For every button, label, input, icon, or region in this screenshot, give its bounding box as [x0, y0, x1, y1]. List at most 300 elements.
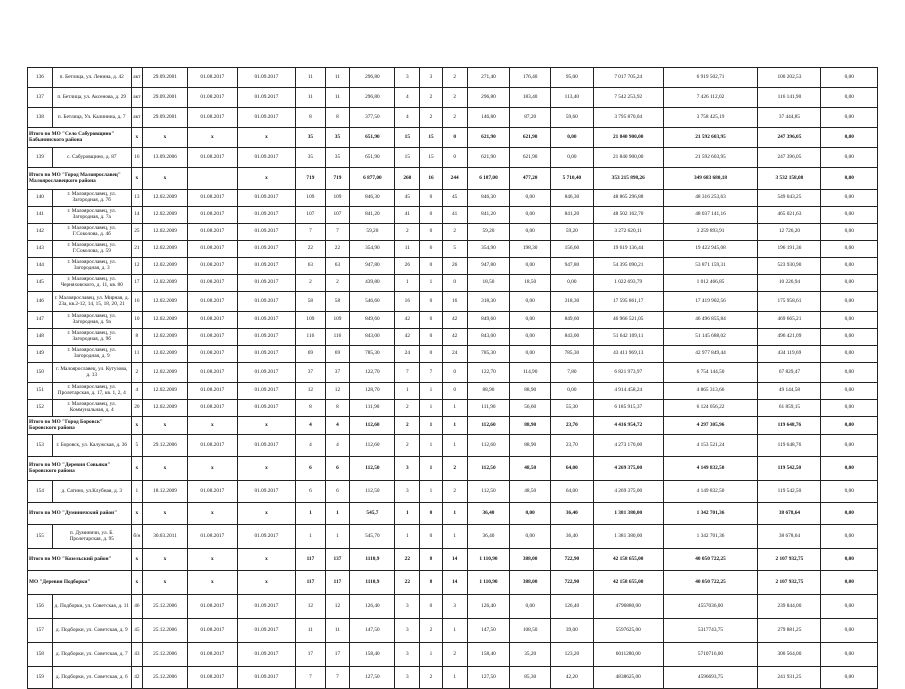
address-cell: г. Малоярославец, ул. Пролетарская, д. 17, кв. 1, 2, 4 [52, 383, 131, 400]
value-cell: 621,90 [467, 148, 510, 168]
value-cell: 19 422 945,08 [663, 241, 758, 258]
value-cell: 17 419 902,56 [663, 292, 758, 312]
value-cell: х [142, 168, 187, 190]
value-cell: 7 [325, 667, 350, 689]
value-cell: 2 [442, 108, 467, 128]
value-cell: 01.09.2017 [237, 383, 296, 400]
value-cell: 2 [442, 643, 467, 667]
value-cell: акт [131, 68, 142, 88]
value-cell: 2 [442, 481, 467, 503]
value-cell: 54 395 090,21 [593, 258, 663, 275]
value-cell: 247 396,05 [758, 148, 821, 168]
value-cell: 147,50 [350, 619, 395, 643]
value-cell: 947,80 [350, 258, 395, 275]
value-cell: 42,20 [550, 667, 593, 689]
value-cell: 01.08.2017 [188, 363, 238, 383]
subtotal-row [28, 503, 878, 525]
value-cell: 01.09.2017 [237, 667, 296, 689]
value-cell: 88,90 [510, 417, 551, 435]
value-cell: 116 [325, 329, 350, 346]
value-cell: 1 381 380,00 [593, 525, 663, 549]
value-cell: 12 [325, 383, 350, 400]
value-cell: 69 [296, 346, 325, 363]
value-cell: 0,00 [821, 643, 878, 667]
value-cell: 0,00 [510, 292, 551, 312]
value-cell: 0,00 [821, 108, 878, 128]
value-cell: 7 017 705,24 [593, 68, 663, 88]
value-cell: 3 272 620,11 [593, 224, 663, 241]
address-cell: г. Малоярославец, ул. Загородная, д. 9б [52, 329, 131, 346]
value-cell: 0 [420, 292, 443, 312]
value-cell: 0,00 [821, 595, 878, 619]
value-cell: 849,60 [550, 312, 593, 329]
value-cell: 01.08.2017 [188, 329, 238, 346]
value-cell: 6 821 973,97 [593, 363, 663, 383]
address-cell: п. Бетлица, Ул. Калинина, д. 7 [52, 108, 131, 128]
subtotal-label: МО "Деревня Подборки" [28, 571, 132, 595]
value-cell: 29.09.2001 [142, 68, 187, 88]
row-number-cell: 138 [28, 108, 53, 128]
value-cell: 0,00 [821, 503, 878, 525]
value-cell: 48,50 [510, 457, 551, 481]
table-row [28, 595, 878, 619]
value-cell: 0,00 [821, 312, 878, 329]
value-cell: 1 [131, 481, 142, 503]
value-cell: 4 [131, 383, 142, 400]
value-cell: х [188, 417, 238, 435]
value-cell: х [131, 503, 142, 525]
value-cell: 49 144,58 [758, 383, 821, 400]
value-cell: 353 215 898,26 [593, 168, 663, 190]
value-cell: 4 914 458,24 [593, 383, 663, 400]
value-cell: 846,30 [467, 190, 510, 207]
value-cell: 0,00 [821, 190, 878, 207]
value-cell: 13.09.2006 [142, 148, 187, 168]
value-cell: 2 [420, 619, 443, 643]
value-cell: 59,20 [350, 224, 395, 241]
value-cell: 1 110,90 [467, 571, 510, 595]
value-cell: 4 [395, 88, 420, 108]
value-cell: 147,50 [467, 619, 510, 643]
value-cell: 22 [325, 241, 350, 258]
value-cell: 349 683 680,18 [663, 168, 758, 190]
value-cell: 0,00 [821, 525, 878, 549]
value-cell: 621,90 [510, 148, 551, 168]
table-row [28, 619, 878, 643]
value-cell: 19 619 136,44 [593, 241, 663, 258]
value-cell: 48 865 296,88 [593, 190, 663, 207]
value-cell: акт [131, 108, 142, 128]
value-cell: 109 [325, 190, 350, 207]
value-cell: 56,60 [510, 400, 551, 417]
value-cell: 30.03.2011 [142, 525, 187, 549]
value-cell: 239 844,00 [758, 595, 821, 619]
value-cell: 11 [296, 68, 325, 88]
table-row [28, 481, 878, 503]
row-number-cell: 154 [28, 481, 53, 503]
table-row [28, 275, 878, 292]
table-row [28, 400, 878, 417]
value-cell: 25.12.2006 [142, 595, 187, 619]
address-cell: г. Малоярославец, ул. Г.Соколова, д. 59 [52, 241, 131, 258]
value-cell: 12 [131, 258, 142, 275]
value-cell: 109 [296, 312, 325, 329]
value-cell: 01.09.2017 [237, 292, 296, 312]
value-cell: 01.08.2017 [188, 643, 238, 667]
value-cell: 01.08.2017 [188, 148, 238, 168]
value-cell: 0,00 [510, 595, 551, 619]
value-cell: 48 502 162,70 [593, 207, 663, 224]
value-cell: 2 [442, 457, 467, 481]
value-cell: 01.08.2017 [188, 619, 238, 643]
value-cell: 126,40 [550, 595, 593, 619]
value-cell: 45 [442, 190, 467, 207]
table-row [28, 258, 878, 275]
value-cell: 12.02.2009 [142, 383, 187, 400]
value-cell: х [131, 457, 142, 481]
row-number-cell: 159 [28, 667, 53, 689]
value-cell: 26 [442, 258, 467, 275]
value-cell: 26 [395, 258, 420, 275]
value-cell: 01.09.2017 [237, 619, 296, 643]
value-cell: х [237, 571, 296, 595]
value-cell: 0,00 [821, 292, 878, 312]
value-cell: 465 021,63 [758, 207, 821, 224]
value-cell: 0,00 [821, 619, 878, 643]
value-cell: 4557036,00 [663, 595, 758, 619]
value-cell: 1 [442, 417, 467, 435]
value-cell: 38 678,64 [758, 503, 821, 525]
value-cell: 55,30 [550, 400, 593, 417]
value-cell: 01.08.2017 [188, 667, 238, 689]
value-cell: 0,00 [821, 148, 878, 168]
value-cell: 1 [296, 503, 325, 525]
value-cell: 14 [442, 549, 467, 571]
value-cell: 843,00 [467, 329, 510, 346]
value-cell: 3 [395, 643, 420, 667]
value-cell: 40 050 722,25 [663, 549, 758, 571]
value-cell: 112,60 [350, 435, 395, 457]
value-cell: 01.08.2017 [188, 68, 238, 88]
row-number-cell: 149 [28, 346, 53, 363]
value-cell: 35,20 [510, 643, 551, 667]
value-cell: 3 259 893,91 [663, 224, 758, 241]
value-cell: 8 [296, 400, 325, 417]
value-cell: 22 [296, 241, 325, 258]
value-cell: 18.12.2009 [142, 481, 187, 503]
table-row [28, 329, 878, 346]
row-number-cell: 148 [28, 329, 53, 346]
value-cell: 12.02.2009 [142, 224, 187, 241]
value-cell: 354,90 [467, 241, 510, 258]
value-cell: 0 [442, 275, 467, 292]
value-cell: 146,80 [467, 108, 510, 128]
value-cell: 523 930,90 [758, 258, 821, 275]
value-cell: 112,50 [467, 457, 510, 481]
value-cell: 244 [442, 168, 467, 190]
value-cell: 4 [325, 417, 350, 435]
value-cell: 37 444,85 [758, 108, 821, 128]
value-cell: 388,00 [510, 549, 551, 571]
value-cell: 25.12.2006 [142, 667, 187, 689]
value-cell: 36,40 [550, 525, 593, 549]
value-cell: 0,00 [821, 435, 878, 457]
value-cell: 14 [442, 571, 467, 595]
value-cell: 95,00 [550, 68, 593, 88]
value-cell: х [142, 503, 187, 525]
value-cell: 158,40 [467, 643, 510, 667]
value-cell: 16 [131, 292, 142, 312]
value-cell: 8 [296, 108, 325, 128]
row-number-cell: 152 [28, 400, 53, 417]
value-cell: 434 119,69 [758, 346, 821, 363]
table-row [28, 148, 878, 168]
row-number-cell: 141 [28, 207, 53, 224]
value-cell: 01.09.2017 [237, 108, 296, 128]
value-cell: б/н [131, 525, 142, 549]
table-row [28, 68, 878, 88]
value-cell: 296,80 [350, 88, 395, 108]
value-cell: 388,00 [510, 571, 551, 595]
table-row [28, 383, 878, 400]
value-cell: 0 [442, 363, 467, 383]
value-cell: 0,00 [510, 503, 551, 525]
value-cell: 4 [325, 435, 350, 457]
value-cell: 112,50 [350, 457, 395, 481]
value-cell: 7 [420, 363, 443, 383]
value-cell: 0 [420, 595, 443, 619]
value-cell: 112,60 [467, 435, 510, 457]
value-cell: 4 [395, 108, 420, 128]
subtotal-label: Итого по МО "Город Боровск" Боровского района [28, 417, 132, 435]
value-cell: 12.02.2009 [142, 258, 187, 275]
value-cell: 1 [395, 383, 420, 400]
value-cell: 11 [395, 241, 420, 258]
value-cell: 12 [296, 383, 325, 400]
value-cell: 12.02.2009 [142, 329, 187, 346]
value-cell: 01.09.2017 [237, 241, 296, 258]
value-cell: 3 [395, 68, 420, 88]
address-cell: п. Думиничи, ул. Б. Пролетарская, д. 95 [52, 525, 131, 549]
value-cell: 01.08.2017 [188, 312, 238, 329]
value-cell: 0 [420, 224, 443, 241]
value-cell: 1 [420, 481, 443, 503]
row-number-cell: 143 [28, 241, 53, 258]
value-cell: 122,70 [467, 363, 510, 383]
row-number-cell: 146 [28, 292, 53, 312]
value-cell: 5 [442, 241, 467, 258]
value-cell: 1 [442, 667, 467, 689]
value-cell: 100 202,53 [758, 68, 821, 88]
value-cell: 11 [325, 88, 350, 108]
value-cell: х [188, 571, 238, 595]
value-cell: 11 [131, 346, 142, 363]
value-cell: 849,60 [350, 312, 395, 329]
subtotal-row [28, 571, 878, 595]
value-cell: 25.12.2006 [142, 619, 187, 643]
value-cell: 0,00 [510, 329, 551, 346]
value-cell: 843,00 [350, 329, 395, 346]
address-cell: п. Бетлица, ул. Ленина, д. 42 [52, 68, 131, 88]
value-cell: 17 [296, 643, 325, 667]
table-row [28, 88, 878, 108]
value-cell: 496 421,09 [758, 329, 821, 346]
value-cell: 01.09.2017 [237, 88, 296, 108]
value-cell: 127,50 [350, 667, 395, 689]
value-cell: 127,50 [467, 667, 510, 689]
value-cell: 2 [395, 400, 420, 417]
value-cell: 0,00 [821, 241, 878, 258]
value-cell: 0,00 [821, 168, 878, 190]
address-cell: д. Сатино, ул.Клубная, д. 3 [52, 481, 131, 503]
value-cell: 20 [131, 400, 142, 417]
value-cell: 87,20 [510, 108, 551, 128]
value-cell: 271,40 [467, 68, 510, 88]
value-cell: 126,40 [350, 595, 395, 619]
value-cell: х [237, 549, 296, 571]
value-cell: 21 [131, 241, 142, 258]
value-cell: 846,30 [350, 190, 395, 207]
value-cell: 0,00 [550, 275, 593, 292]
value-cell: 0,00 [821, 258, 878, 275]
value-cell: 29.09.2001 [142, 88, 187, 108]
value-cell: 12.02.2009 [142, 312, 187, 329]
address-cell: д. Подборки, ул. Советская, д. 11 [52, 595, 131, 619]
table-row [28, 190, 878, 207]
value-cell: 112,50 [467, 481, 510, 503]
value-cell: 1 342 701,36 [663, 525, 758, 549]
value-cell: 176,40 [510, 68, 551, 88]
value-cell: 4 269 375,00 [593, 457, 663, 481]
address-cell: г. Малоярославец, ул. Коммунальная, д. 4 [52, 400, 131, 417]
value-cell: 0 [420, 258, 443, 275]
value-cell: 01.08.2017 [188, 383, 238, 400]
value-cell: 196 191,36 [758, 241, 821, 258]
value-cell: 849,60 [467, 312, 510, 329]
value-cell: 12.02.2009 [142, 275, 187, 292]
value-cell: 0,00 [821, 383, 878, 400]
value-cell: х [142, 457, 187, 481]
value-cell: 785,30 [550, 346, 593, 363]
value-cell: 1110,9 [350, 549, 395, 571]
value-cell: 4 149 832,50 [663, 481, 758, 503]
value-cell: 25 [131, 224, 142, 241]
value-cell: 35 [325, 148, 350, 168]
value-cell: 23,70 [550, 435, 593, 457]
value-cell: 116 [296, 329, 325, 346]
value-cell: 112,60 [467, 417, 510, 435]
value-cell: 43 411 969,13 [593, 346, 663, 363]
value-cell: 545,70 [350, 525, 395, 549]
value-cell: 0,00 [821, 549, 878, 571]
value-cell: 18,50 [510, 275, 551, 292]
value-cell: 1 022 693,79 [593, 275, 663, 292]
value-cell: 0,00 [821, 207, 878, 224]
value-cell: 24 [395, 346, 420, 363]
value-cell: 01.08.2017 [188, 258, 238, 275]
value-cell: 247 396,05 [758, 128, 821, 148]
value-cell: 36,40 [467, 503, 510, 525]
table-row [28, 224, 878, 241]
value-cell: 354,90 [350, 241, 395, 258]
address-cell: г. Малоярославец, ул. Г.Соколова, д. 4б [52, 224, 131, 241]
value-cell: 4 153 521,24 [663, 435, 758, 457]
address-cell: г. Боровск, ул. Калужская, д. 36 [52, 435, 131, 457]
value-cell: 111,90 [350, 400, 395, 417]
value-cell: 109 [296, 190, 325, 207]
value-cell: 0 [420, 525, 443, 549]
address-cell: г. Малоярославец, ул. Кутузова, д. 13 [52, 363, 131, 383]
subtotal-label: Итого по МО "Козельский район" [28, 549, 132, 571]
value-cell: 4838625,00 [593, 667, 663, 689]
value-cell: 126,40 [467, 595, 510, 619]
row-number-cell: 157 [28, 619, 53, 643]
value-cell: 01.09.2017 [237, 275, 296, 292]
value-cell: 546,60 [350, 292, 395, 312]
value-cell: 841,20 [467, 207, 510, 224]
value-cell: 6 754 144,50 [663, 363, 758, 383]
value-cell: 0,00 [821, 275, 878, 292]
value-cell: 61 859,15 [758, 400, 821, 417]
value-cell: 1110,9 [350, 571, 395, 595]
value-cell: 12.02.2009 [142, 400, 187, 417]
value-cell: 0 [420, 503, 443, 525]
value-cell: 16 [131, 148, 142, 168]
value-cell: 1 [420, 383, 443, 400]
value-cell: 13 [131, 190, 142, 207]
value-cell: 12.02.2009 [142, 190, 187, 207]
value-cell: 35 [296, 148, 325, 168]
value-cell: 8 [325, 400, 350, 417]
value-cell: 621,90 [467, 128, 510, 148]
value-cell: 21 592 603,95 [663, 148, 758, 168]
value-cell: 5317743,75 [663, 619, 758, 643]
value-cell: 116 141,90 [758, 88, 821, 108]
value-cell: 3 [395, 595, 420, 619]
value-cell: 6 185 915,37 [593, 400, 663, 417]
value-cell: 0,00 [821, 457, 878, 481]
value-cell: х [131, 128, 142, 148]
value-cell: 2 [325, 275, 350, 292]
value-cell: 0,00 [510, 224, 551, 241]
value-cell: 01.08.2017 [188, 241, 238, 258]
value-cell: 651,90 [350, 128, 395, 148]
value-cell: 1 [420, 400, 443, 417]
value-cell: 279 881,25 [758, 619, 821, 643]
value-cell: 01.09.2017 [237, 435, 296, 457]
value-cell: 722,90 [550, 549, 593, 571]
value-cell: 4 149 832,50 [663, 457, 758, 481]
value-cell: 2 [442, 224, 467, 241]
value-cell: 42 [395, 329, 420, 346]
value-cell: 0 [420, 329, 443, 346]
value-cell: 21 840 900,00 [593, 148, 663, 168]
value-cell: 6 [325, 457, 350, 481]
value-cell: 111,90 [467, 400, 510, 417]
value-cell: 12.02.2009 [142, 241, 187, 258]
value-cell: 59,60 [550, 108, 593, 128]
table-row [28, 435, 878, 457]
value-cell: 0,00 [821, 224, 878, 241]
value-cell: 0 [420, 312, 443, 329]
value-cell: 3 [395, 667, 420, 689]
value-cell: 3 [395, 619, 420, 643]
value-cell: х [131, 571, 142, 595]
row-number-cell: 140 [28, 190, 53, 207]
value-cell: 69 [325, 346, 350, 363]
value-cell: 1 [420, 457, 443, 481]
value-cell: 158,40 [350, 643, 395, 667]
